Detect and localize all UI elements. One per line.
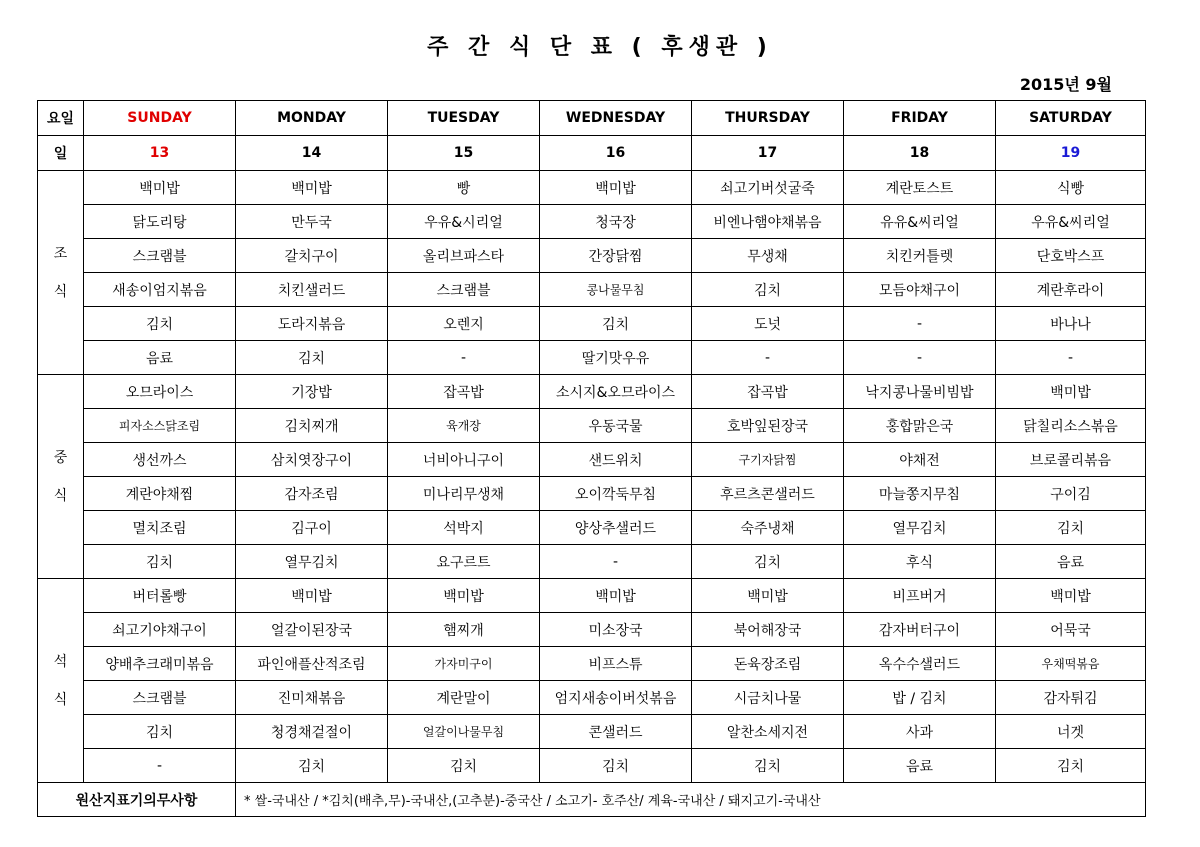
menu-item: 북어해장국	[692, 613, 844, 647]
menu-item: 사과	[844, 715, 996, 749]
menu-item: 미나리무생채	[388, 477, 540, 511]
menu-item: 얼갈이나물무침	[388, 715, 540, 749]
menu-date: 2015년 9월	[1019, 75, 1112, 94]
menu-item: 음료	[84, 341, 236, 375]
menu-item: 열무김치	[844, 511, 996, 545]
meal-label-top: 석	[53, 653, 68, 670]
meal-row	[38, 409, 1146, 443]
menu-item: 김치	[84, 307, 236, 341]
menu-item: 마늘쫑지무침	[844, 477, 996, 511]
menu-item: 닭칠리소스볶음	[996, 409, 1146, 443]
menu-item: 후르츠콘샐러드	[692, 477, 844, 511]
day-name: MONDAY	[236, 101, 388, 136]
meal-label-bottom: 식	[53, 691, 68, 708]
menu-item: 계란야채찜	[84, 477, 236, 511]
menu-item: 후식	[844, 545, 996, 579]
origin-text: * 쌀-국내산 / *김치(배추,무)-국내산,(고추분)-중국산 / 소고기- 호주산/ 계육-국내산 / 돼지고기-국내산	[236, 783, 1146, 817]
menu-item: 무생채	[692, 239, 844, 273]
date-header-row	[38, 136, 1146, 171]
menu-item: 호박잎된장국	[692, 409, 844, 443]
menu-item: 만두국	[236, 205, 388, 239]
menu-item: -	[996, 341, 1146, 375]
menu-item: 감자튀김	[996, 681, 1146, 715]
menu-item: -	[84, 749, 236, 783]
menu-item: 김치	[540, 749, 692, 783]
meal-label-top: 조	[53, 245, 68, 262]
menu-item: 백미밥	[540, 579, 692, 613]
menu-item: 단호박스프	[996, 239, 1146, 273]
day-header-row	[38, 101, 1146, 136]
meal-label-top: 중	[53, 449, 68, 466]
date-number: 16	[540, 136, 692, 171]
menu-item: 파인애플산적조림	[236, 647, 388, 681]
menu-item: 감자버터구이	[844, 613, 996, 647]
menu-item: 백미밥	[236, 579, 388, 613]
menu-item: 멸치조림	[84, 511, 236, 545]
menu-item: 음료	[844, 749, 996, 783]
menu-item: 돈육장조림	[692, 647, 844, 681]
menu-item: 쇠고기버섯굴죽	[692, 171, 844, 205]
menu-item: 빵	[388, 171, 540, 205]
meal-row	[38, 579, 1146, 613]
menu-item: 양상추샐러드	[540, 511, 692, 545]
menu-item: 비프버거	[844, 579, 996, 613]
meal-row	[38, 307, 1146, 341]
meal-row	[38, 545, 1146, 579]
menu-item: 닭도리탕	[84, 205, 236, 239]
menu-item: 식빵	[996, 171, 1146, 205]
menu-item: 치킨커틀렛	[844, 239, 996, 273]
menu-item: 바나나	[996, 307, 1146, 341]
menu-item: 알찬소세지전	[692, 715, 844, 749]
day-name: SUNDAY	[84, 101, 236, 136]
menu-item: 콘샐러드	[540, 715, 692, 749]
menu-item: 우유&시리얼	[388, 205, 540, 239]
meal-row	[38, 205, 1146, 239]
menu-item: 청경채겉절이	[236, 715, 388, 749]
date-number: 18	[844, 136, 996, 171]
meal-row	[38, 749, 1146, 783]
menu-item: -	[692, 341, 844, 375]
menu-item: 백미밥	[388, 579, 540, 613]
menu-item: 백미밥	[236, 171, 388, 205]
meal-row	[38, 341, 1146, 375]
meal-row	[38, 443, 1146, 477]
menu-item: 치킨샐러드	[236, 273, 388, 307]
menu-item: 오이깍둑무침	[540, 477, 692, 511]
meal-label-bottom: 식	[53, 487, 68, 504]
menu-item: 샌드위치	[540, 443, 692, 477]
date-number: 14	[236, 136, 388, 171]
menu-item: 김치	[236, 341, 388, 375]
menu-item: 우동국물	[540, 409, 692, 443]
menu-item: 김치	[84, 545, 236, 579]
menu-item: 모듬야채구이	[844, 273, 996, 307]
menu-item: 김치	[996, 511, 1146, 545]
menu-item: 청국장	[540, 205, 692, 239]
menu-item: 콩나물무침	[540, 273, 692, 307]
menu-item: 비엔나햄야채볶음	[692, 205, 844, 239]
menu-item: 김치	[540, 307, 692, 341]
meal-row	[38, 477, 1146, 511]
menu-item: 요구르트	[388, 545, 540, 579]
day-name: FRIDAY	[844, 101, 996, 136]
menu-item: 구기자닭찜	[692, 443, 844, 477]
meal-label-bottom: 식	[53, 283, 68, 300]
meal-row	[38, 715, 1146, 749]
menu-item: 열무김치	[236, 545, 388, 579]
menu-item: 숙주냉채	[692, 511, 844, 545]
menu-item: 엄지새송이버섯볶음	[540, 681, 692, 715]
menu-item: 우채떡볶음	[996, 647, 1146, 681]
menu-item: 김치	[996, 749, 1146, 783]
menu-item: 백미밥	[540, 171, 692, 205]
menu-item: 생선까스	[84, 443, 236, 477]
menu-item: 진미채볶음	[236, 681, 388, 715]
menu-item: 가자미구이	[388, 647, 540, 681]
meal-row	[38, 239, 1146, 273]
menu-item: 딸기맛우유	[540, 341, 692, 375]
menu-item: 간장닭찜	[540, 239, 692, 273]
menu-item: 소시지&오므라이스	[540, 375, 692, 409]
menu-item: -	[388, 341, 540, 375]
menu-item: 계란말이	[388, 681, 540, 715]
date-number: 13	[84, 136, 236, 171]
menu-item: 미소장국	[540, 613, 692, 647]
meal-row	[38, 171, 1146, 205]
meal-label	[38, 375, 84, 579]
menu-item: 계란후라이	[996, 273, 1146, 307]
menu-item: 김구이	[236, 511, 388, 545]
page-title: 주 간 식 단 표 ( 후생관 )	[427, 35, 773, 60]
weekly-menu-table	[37, 100, 1146, 817]
menu-item: 백미밥	[996, 579, 1146, 613]
menu-item: 도라지볶음	[236, 307, 388, 341]
meal-label	[38, 171, 84, 375]
menu-item: 새송이엄지볶음	[84, 273, 236, 307]
menu-item: 비프스튜	[540, 647, 692, 681]
menu-item: -	[844, 341, 996, 375]
menu-item: 오렌지	[388, 307, 540, 341]
menu-item: 브로콜리볶음	[996, 443, 1146, 477]
date-label: 일	[38, 136, 84, 171]
menu-item: 너겟	[996, 715, 1146, 749]
meal-row	[38, 511, 1146, 545]
meal-row	[38, 375, 1146, 409]
day-name: THURSDAY	[692, 101, 844, 136]
menu-item: 김치	[236, 749, 388, 783]
menu-item: 육개장	[388, 409, 540, 443]
day-name: SATURDAY	[996, 101, 1146, 136]
menu-item: 홍합맑은국	[844, 409, 996, 443]
menu-item: 밥 / 김치	[844, 681, 996, 715]
menu-item: 너비아니구이	[388, 443, 540, 477]
date-number: 15	[388, 136, 540, 171]
menu-item: 김치	[692, 273, 844, 307]
date-number: 19	[996, 136, 1146, 171]
menu-item: 양배추크래미볶음	[84, 647, 236, 681]
menu-item: 갈치구이	[236, 239, 388, 273]
menu-item: -	[540, 545, 692, 579]
menu-item: -	[844, 307, 996, 341]
menu-item: 잡곡밥	[388, 375, 540, 409]
day-name: TUESDAY	[388, 101, 540, 136]
meal-rows	[38, 171, 1146, 783]
day-name: WEDNESDAY	[540, 101, 692, 136]
menu-item: 김치	[84, 715, 236, 749]
menu-item: 우유&씨리얼	[996, 205, 1146, 239]
menu-item: 김치	[388, 749, 540, 783]
menu-item: 김치	[692, 545, 844, 579]
menu-item: 기장밥	[236, 375, 388, 409]
menu-item: 스크램블	[84, 239, 236, 273]
menu-item: 음료	[996, 545, 1146, 579]
menu-item: 옥수수샐러드	[844, 647, 996, 681]
meal-row	[38, 273, 1146, 307]
menu-item: 쇠고기야채구이	[84, 613, 236, 647]
menu-item: 유유&씨리얼	[844, 205, 996, 239]
menu-item: 야채전	[844, 443, 996, 477]
menu-item: 김치찌개	[236, 409, 388, 443]
menu-item: 감자조림	[236, 477, 388, 511]
origin-row	[38, 783, 1146, 817]
menu-item: 백미밥	[996, 375, 1146, 409]
menu-item: 올리브파스타	[388, 239, 540, 273]
menu-item: 피자소스닭조림	[84, 409, 236, 443]
menu-item: 구이김	[996, 477, 1146, 511]
menu-item: 오므라이스	[84, 375, 236, 409]
menu-item: 백미밥	[84, 171, 236, 205]
meal-row	[38, 647, 1146, 681]
menu-item: 백미밥	[692, 579, 844, 613]
menu-item: 계란토스트	[844, 171, 996, 205]
menu-item: 스크램블	[84, 681, 236, 715]
meal-label	[38, 579, 84, 783]
menu-item: 얼갈이된장국	[236, 613, 388, 647]
menu-item: 잡곡밥	[692, 375, 844, 409]
menu-item: 김치	[692, 749, 844, 783]
origin-label: 원산지표기의무사항	[38, 783, 236, 817]
menu-item: 어묵국	[996, 613, 1146, 647]
date-number: 17	[692, 136, 844, 171]
menu-item: 버터롤빵	[84, 579, 236, 613]
menu-item: 석박지	[388, 511, 540, 545]
menu-item: 햄찌개	[388, 613, 540, 647]
menu-item: 삼치엿장구이	[236, 443, 388, 477]
menu-item: 도넛	[692, 307, 844, 341]
menu-item: 시금치나물	[692, 681, 844, 715]
meal-row	[38, 681, 1146, 715]
meal-row	[38, 613, 1146, 647]
menu-item: 스크램블	[388, 273, 540, 307]
menu-item: 낙지콩나물비빔밥	[844, 375, 996, 409]
day-label: 요일	[38, 101, 84, 136]
